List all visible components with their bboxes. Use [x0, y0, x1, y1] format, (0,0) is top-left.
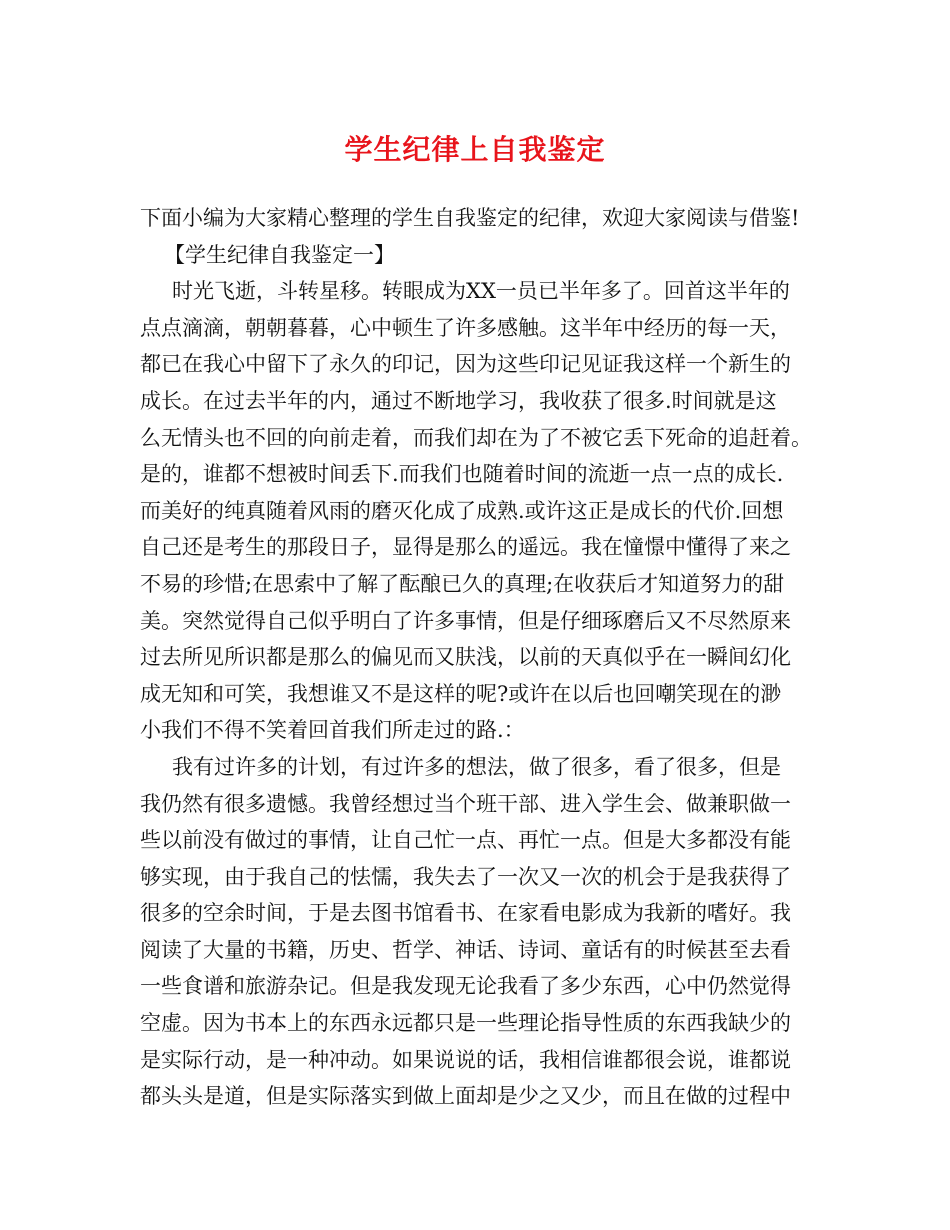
document-title: 学生纪律上自我鉴定: [344, 133, 606, 166]
paragraph-line: 够实现，由于我自己的怯懦，我失去了一次又一次的机会于是我获得了: [140, 864, 791, 889]
paragraph-line: 是实际行动，是一种冲动。如果说说的话，我相信谁都很会说，谁都说: [140, 1047, 791, 1072]
paragraph-line: 美。突然觉得自己似乎明白了许多事情，但是仔细琢磨后又不尽然原来: [140, 608, 791, 633]
paragraph-line: 么无情头也不回的向前走着，而我们却在为了不被它丢下死命的追赶着。: [140, 425, 812, 450]
paragraph-line: 时光飞逝，斗转星移。转眼成为XX一员已半年多了。回首这半年的: [172, 279, 790, 304]
intro-line: 下面小编为大家精心整理的学生自我鉴定的纪律，欢迎大家阅读与借鉴!: [140, 206, 800, 230]
paragraph-line: 些以前没有做过的事情，让自己忙一点、再忙一点。但是大多都没有能: [140, 828, 791, 853]
paragraph-line: 是的，谁都不想被时间丢下.而我们也随着时间的流逝一点一点的成长.: [140, 462, 784, 487]
paragraph-line: 一些食谱和旅游杂记。但是我发现无论我看了多少东西，心中仍然觉得: [140, 974, 791, 999]
paragraph-line: 过去所见所识都是那么的偏见而又肤浅，以前的天真似乎在一瞬间幻化: [140, 645, 791, 670]
paragraph-line: 而美好的纯真随着风雨的磨灭化成了成熟.或许这正是成长的代价.回想: [140, 498, 784, 523]
document-body: [140, 200, 830, 1115]
paragraph-line: 我仍然有很多遗憾。我曾经想过当个班干部、进入学生会、做兼职做一: [140, 791, 791, 816]
paragraph-line: 小我们不得不笑着回首我们所走过的路.：: [140, 718, 525, 743]
paragraph-line: 我有过许多的计划，有过许多的想法，做了很多，看了很多，但是: [172, 754, 781, 779]
paragraph-line: 自己还是考生的那段日子，显得是那么的遥远。我在憧憬中懂得了来之: [140, 535, 791, 560]
paragraph-line: 都头头是道，但是实际落实到做上面却是少之又少，而且在做的过程中: [140, 1084, 791, 1109]
paragraph-line: 很多的空余时间，于是去图书馆看书、在家看电影成为我新的嗜好。我: [140, 901, 791, 926]
paragraph-line: 阅读了大量的书籍，历史、哲学、神话、诗词、童话有的时候甚至去看: [140, 937, 791, 962]
paragraph-line: 空虚。因为书本上的东西永远都只是一些理论指导性质的东西我缺少的: [140, 1011, 791, 1036]
section-heading: 【学生纪律自我鉴定一】: [164, 242, 395, 267]
paragraph-line: 不易的珍惜;在思索中了解了酝酿已久的真理;在收获后才知道努力的甜: [140, 571, 785, 596]
paragraph-line: 成无知和可笑，我想谁又不是这样的呢?或许在以后也回嘲笑现在的渺: [140, 681, 782, 706]
paragraph-line: 都已在我心中留下了永久的印记，因为这些印记见证我这样一个新生的: [140, 352, 791, 377]
paragraph-line: 点点滴滴，朝朝暮暮，心中顿生了许多感触。这半年中经历的每一天，: [140, 315, 791, 340]
paragraph-line: 成长。在过去半年的内，通过不断地学习，我收获了很多.时间就是这: [140, 388, 777, 413]
